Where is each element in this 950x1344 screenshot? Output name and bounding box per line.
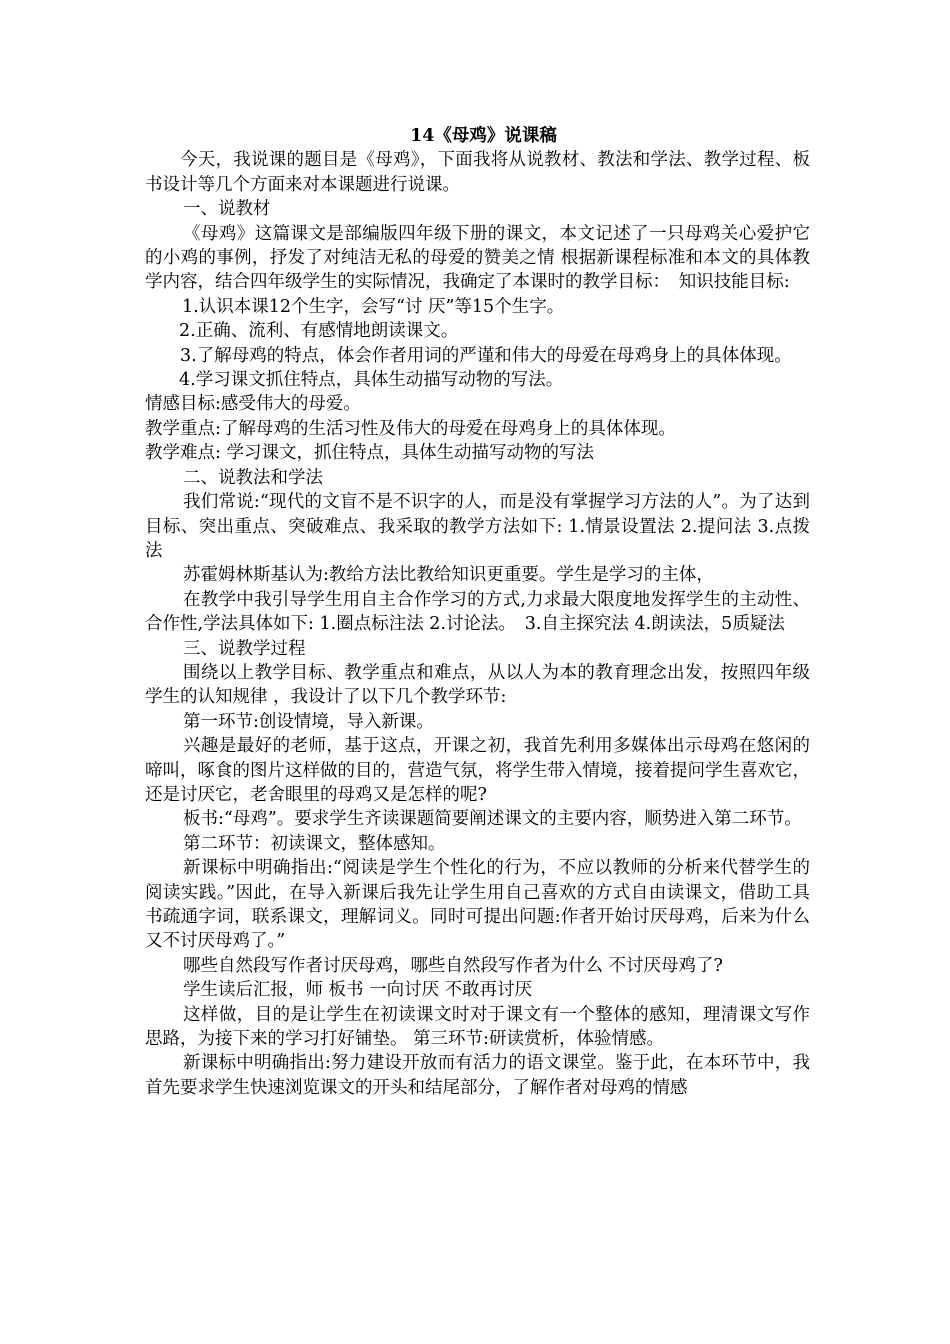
step-1-paragraph: 兴趣是最好的老师，基于这点，开课之初，我首先利用多媒体出示母鸡在悠闲的啼叫，啄食的图片这样做的目的，营造气氛，将学生带入情境，接着提问学生喜欢它，还是讨厌它，老舍眼里的母鸡又是怎样的呢? (145, 736, 810, 805)
intro-paragraph: 今天，我说课的题目是《母鸡》，下面我将从说教材、教法和学法、教学过程、板书设计等几个方面来对本课题进行说课。 (145, 150, 810, 195)
teaching-key-point: 教学重点:了解母鸡的生活习性及伟大的母爱在母鸡身上的具体体现。 (145, 418, 676, 439)
objective-3: 3.了解母鸡的特点，体会作者用词的严谨和伟大的母爱在母鸡身上的具体体现。 (180, 345, 792, 366)
objective-4: 4.学习课文抓住特点，具体生动描写动物的写法。 (179, 370, 564, 391)
step-2-paragraph: 新课标中明确指出:“阅读是学生个性化的行为，不应以教师的分析来代替学生的阅读实践。”因此，在导入新课后我先让学生用自己喜欢的方式自由读课文，借助工具书疏通字词，联系课文，理解词义。同时可提出问题:作者开始讨厌母鸡，后来为什么又不讨厌母鸡了。” (145, 858, 810, 952)
process-intro-paragraph: 围绕以上教学目标、教学重点和难点，从以人为本的教育理念出发，按照四年级学生的认知规律 ，我设计了以下几个教学环节: (145, 662, 810, 708)
blackboard-paragraph: 板书:“母鸡”。要求学生齐读课题简要阐述课文的主要内容，顺势进入第二环节。 (183, 809, 802, 830)
learning-methods-paragraph: 在教学中我引导学生用自主合作学习的方式,力求最大限度地发挥学生的主动性、合作性,学法具体如下: 1.圈点标注法 2.讨论法。 3.自主探究法 4.朗读法，5质疑法 (145, 589, 810, 635)
step-1-heading: 第一环节:创设情境，导入新课。 (183, 711, 434, 732)
methods-paragraph: 我们常说:“现代的文盲不是不识字的人，而是没有掌握学习方法的人”。为了达到目标、突出重点、突破难点、我采取的教学方法如下: 1.情景设置法 2.提问法 3.点拨法 (145, 492, 810, 561)
objective-1: 1.认识本课12个生字，会写“讨 厌”等15个生字。 (182, 296, 565, 317)
objective-2: 2.正确、流利、有感情地朗读课文。 (179, 321, 459, 342)
purpose-paragraph: 这样做，目的是让学生在初读课文时对于课文有一个整体的感知，理清课文写作思路，为接下来的学习打好铺垫。 第三环节:研读赏析，体验情感。 (145, 1004, 810, 1050)
questions-paragraph: 哪些自然段写作者讨厌母鸡，哪些自然段写作者为什么 不讨厌母鸡了? (183, 955, 723, 976)
section-heading-methods: 二、说教法和学法 (183, 467, 323, 488)
textbook-paragraph: 《母鸡》这篇课文是部编版四年级下册的课文，本文记述了一只母鸡关心爱护它的小鸡的事例，抒发了对纯洁无私的母爱的赞美之情 根据新课程标准和本文的具体教学内容，结合四年级学生的实际情况，我确定了本课时的教学目标： 知识技能目标: (145, 223, 810, 293)
emotion-objective: 情感目标:感受伟大的母爱。 (145, 394, 361, 415)
section-heading-process: 三、说教学过程 (183, 638, 306, 659)
section-heading-textbook: 一、说教材 (183, 199, 271, 220)
report-paragraph: 学生读后汇报，师 板书 一向讨厌 不敢再讨厌 (183, 980, 533, 1001)
document-page (145, 124, 810, 1100)
step-3-paragraph: 新课标中明确指出:努力建设开放而有活力的语文课堂。鉴于此，在本环节中，我首先要求学生快速浏览课文的开头和结尾部分，了解作者对母鸡的情感 (145, 1053, 810, 1098)
step-2-heading: 第二环节：初读课文，整体感知。 (183, 833, 446, 854)
teaching-difficulty: 教学难点: 学习课文，抓住特点，具体生动描写动物的写法 (145, 443, 594, 464)
sukhomlinsky-paragraph: 苏霍姆林斯基认为:教给方法比教给知识更重要。学生是学习的主体， (183, 565, 714, 586)
document-title: 14《母鸡》说课稿 (410, 126, 557, 146)
